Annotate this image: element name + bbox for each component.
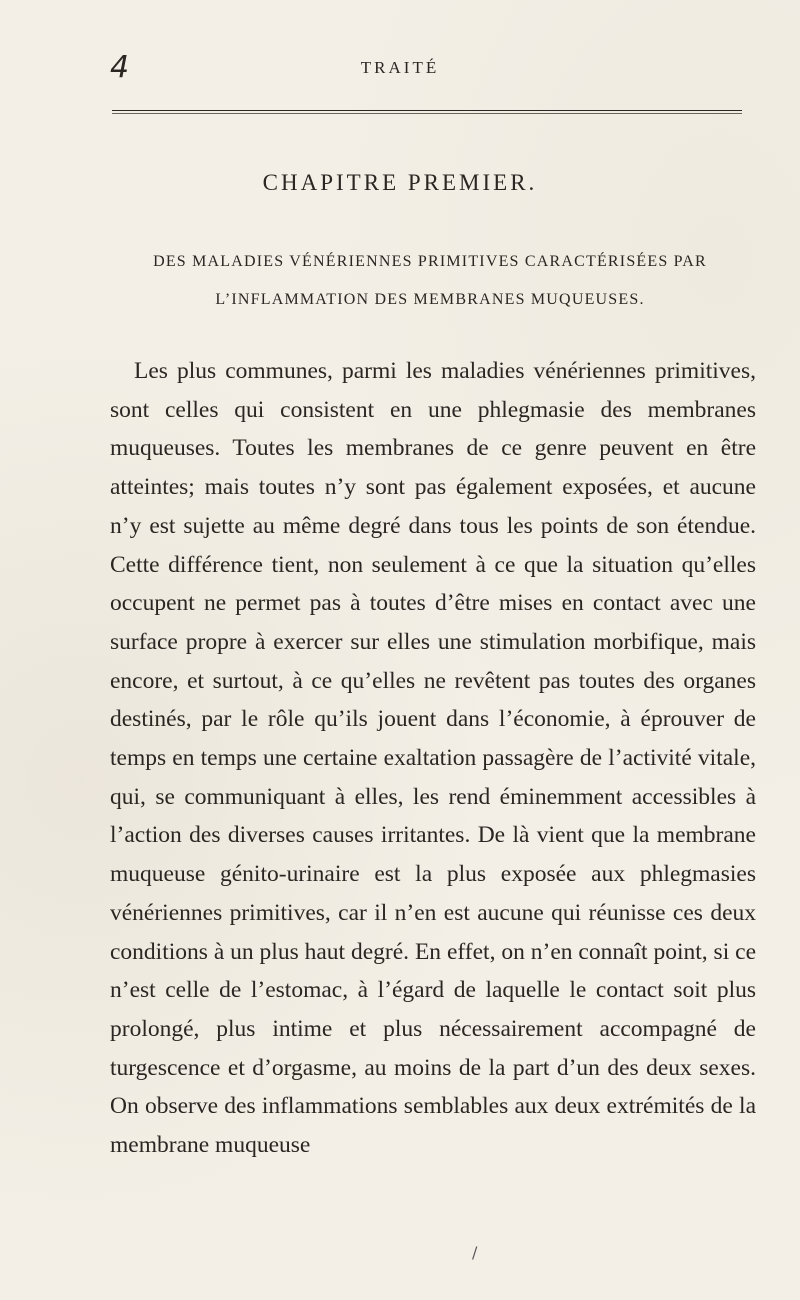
footer-mark: /: [472, 1243, 478, 1262]
running-title: TRAITÉ: [360, 58, 440, 77]
header-rule: [112, 110, 742, 111]
body-paragraph: Les plus communes, parmi les maladies vénériennes primitives, sont celles qui consistent en une phlegmasie des membranes muqueuses. Toutes les membranes de ce genre peuvent en être atteintes; mais toutes n’y sont pas également exposées, et aucune n’y est sujette au même degré dans tous les points de son étendue. Cette différence tient, non seulement à ce que la situation qu’elles occupent ne permet pas à toutes d’être mises en contact avec une surface propre à exercer sur elles une stimulation morbifique, mais encore, et surtout, à ce qu’elles ne revêtent pas toutes des organes destinés, par le rôle qu’ils jouent dans l’économie, à éprouver de temps en temps une certaine exaltation passagère de l’activité vitale, qui, se communiquant à elles, les rend éminemment accessibles à l’action des diverses causes irritantes. De là vient que la membrane muqueuse génito-urinaire est la plus exposée aux phlegmasies vénériennes primitives, car il n’en est aucune qui réunisse ces deux conditions à un plus haut degré. En effet, on n’en connaît point, si ce n’est celle de l’estomac, à l’égard de laquelle le contact soit plus prolongé, plus intime et plus nécessairement accompagné de turgescence et d’orgasme, au moins de la part d’un des deux sexes. On observe des inflammations semblables aux deux extrémités de la membrane muqueuse: [110, 358, 756, 1159]
chapter-title: CHAPITRE PREMIER.: [262, 170, 538, 195]
header-rule-thin: [112, 113, 742, 114]
chapter-subtitle: DES MALADIES VÉNÉRIENNES PRIMITIVES CARACTÉRISÉES PAR L’INFLAMMATION DES MEMBRANES MUQUEUSES.: [153, 253, 707, 308]
page-number: 4: [110, 50, 130, 85]
